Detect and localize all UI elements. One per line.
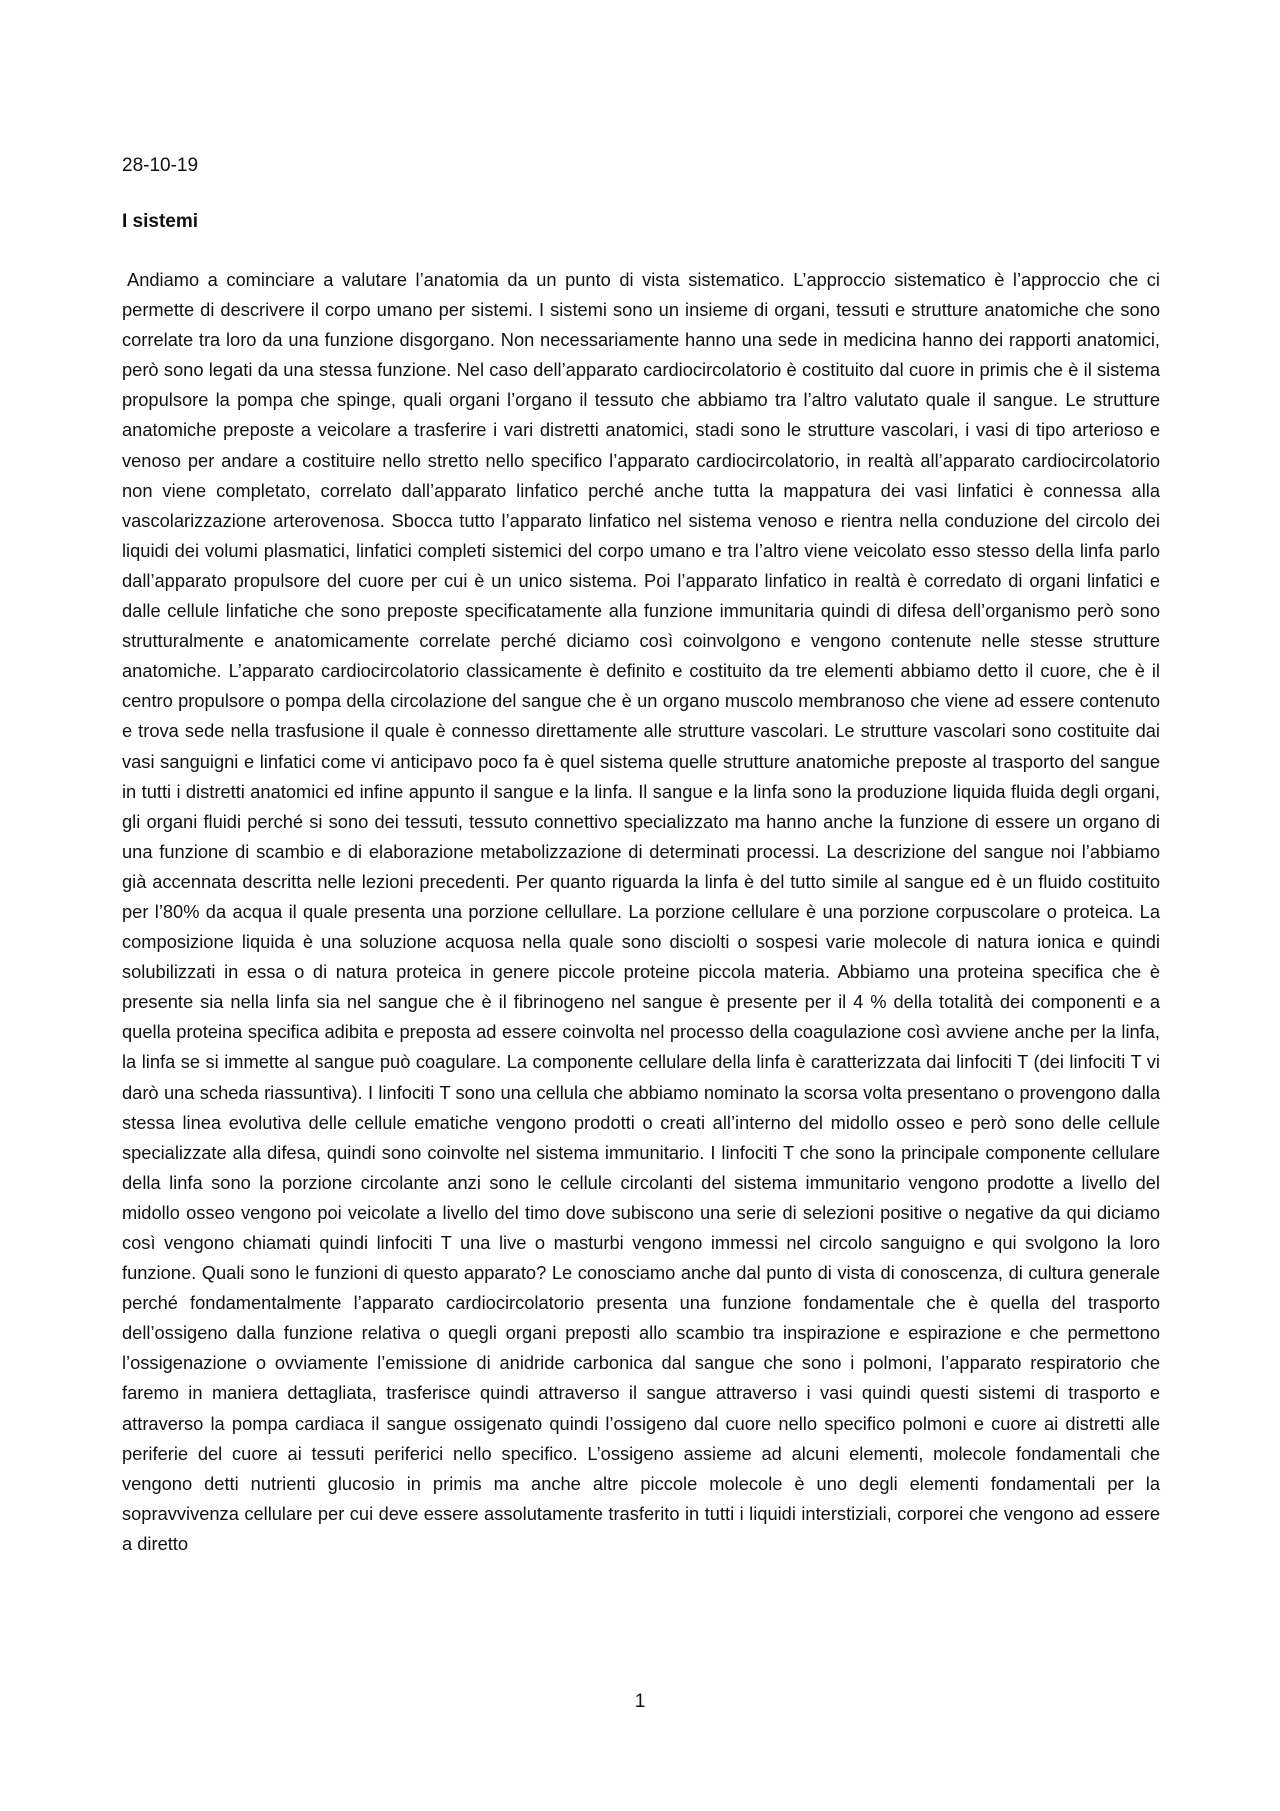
body-paragraph: Andiamo a cominciare a valutare l’anatomia da un punto di vista sistematico. L’approccio sistematico è l’approccio che ci permette di descrivere il corpo umano per sistemi. I sistemi sono un insieme di organi, tessuti e strutture anatomiche che sono correlate tra loro da una funzione disgorgano. Non necessariamente hanno una sede in medicina hanno dei rapporti anatomici, però sono legati da una stessa funzione. Nel caso dell’apparato cardiocircolatorio è costituito dal cuore in primis che è il sistema propulsore la pompa che spinge, quali organi l’organo il tessuto che abbiamo tra l’altro valutato quale il sangue. Le strutture anatomiche preposte a veicolare a trasferire i vari distretti anatomici, stadi sono le strutture vascolari, i vasi di tipo arterioso e venoso per andare a costituire nello stretto nello specifico l’apparato cardiocircolatorio, in realtà all’apparato cardiocircolatorio non viene completato, correlato dall’apparato linfatico perché anche tutta la mappatura dei vasi linfatici è connessa alla vascolarizzazione arterovenosa. Sbocca tutto l’apparato linfatico nel sistema venoso e rientra nella conduzione del circolo dei liquidi dei volumi plasmatici, linfatici completi sistemici del corpo umano e tra l’altro viene veicolato esso stesso della linfa parlo dall’apparato propulsore del cuore per cui è un unico sistema. Poi l’apparato linfatico in realtà è corredato di organi linfatici e dalle cellule linfatiche che sono preposte specificatamente alla funzione immunitaria quindi di difesa dell’organismo però sono strutturalmente e anatomicamente correlate perché diciamo così coinvolgono e vengono contenute nelle stesse strutture anatomiche. L’apparato cardiocircolatorio classicamente è definito e costituito da tre elementi abbiamo detto il cuore, che è il centro propulsore o pompa della circolazione del sangue che è un organo muscolo membranoso che viene ad essere contenuto e trova sede nella trasfusione il quale è connesso direttamente alle strutture vascolari. Le strutture vascolari sono costituite dai vasi sanguigni e linfatici come vi anticipavo poco fa è quel sistema quelle strutture anatomiche preposte al trasporto del sangue in tutti i distretti anatomici ed infine appunto il sangue e la linfa. Il sangue e la linfa sono la produzione liquida fluida degli organi, gli organi fluidi perché si sono dei tessuti, tessuto connettivo specializzato ma hanno anche la funzione di essere un organo di una funzione di scambio e di elaborazione metabolizzazione di determinati processi. La descrizione del sangue noi l’abbiamo già accennata descritta nelle lezioni precedenti. Per quanto riguarda la linfa è del tutto simile al sangue ed è un fluido costituito per l’80% da acqua il quale presenta una porzione cellullare. La porzione cellulare è una porzione corpuscolare o proteica. La composizione liquida è una soluzione acquosa nella quale sono disciolti o sospesi varie molecole di natura ionica e quindi solubilizzati in essa o di natura proteica in genere piccole proteine piccola materia. Abbiamo una proteina specifica che è presente sia nella linfa sia nel sangue che è il fibrinogeno nel sangue è presente per il 4 % della totalità dei componenti e a quella proteina specifica adibita e preposta ad essere coinvolta nel processo della coagulazione così avviene anche per la linfa, la linfa se si immette al sangue può coagulare. La componente cellulare della linfa è caratterizzata dai linfociti T (dei linfociti T vi darò una scheda riassuntiva). I linfociti T sono una cellula che abbiamo nominato la scorsa volta presentano o provengono dalla stessa linea evolutiva delle cellule ematiche vengono prodotti o creati all’interno del midollo osseo e però sono delle cellule specializzate alla difesa, quindi sono coinvolte nel sistema immunitario. I linfociti T che sono la principale componente cellulare della linfa sono la porzione circolante anzi sono le cellule circolanti del sistema immunitario vengono prodotte a livello del midollo osseo vengono poi veicolate a livello del timo dove subiscono una serie di selezioni positive o negative da qui diciamo così vengono chiamati quindi linfociti T una live o masturbi vengono immessi nel circolo sanguigno e qui svolgono la loro funzione. Quali sono le funzioni di questo apparato? Le conosciamo anche dal punto di vista di conoscenza, di cultura generale perché fondamentalmente l’apparato cardiocircolatorio presenta una funzione fondamentale che è quella del trasporto dell’ossigeno dalla funzione relativa o quegli organi preposti allo scambio tra inspirazione e espirazione e che permettono l’ossigenazione o ovviamente l’emissione di anidride carbonica dal sangue che sono i polmoni, l’apparato respiratorio che faremo in maniera dettagliata, trasferisce quindi attraverso il sangue attraverso i vasi quindi questi sistemi di trasporto e attraverso la pompa cardiaca il sangue ossigenato quindi l’ossigeno dal cuore nello specifico polmoni e cuore ai distretti alle periferie del cuore ai tessuti periferici nello specifico. L’ossigeno assieme ad alcuni elementi, molecole fondamentali che vengono detti nutrienti glucosio in primis ma anche altre piccole molecole è uno degli elementi fondamentali per la sopravvivenza cellulare per cui deve essere assolutamente trasferito in tutti i liquidi interstiziali, corporei che vengono ad essere a diretto <box>122 269 1160 1554</box>
page-number: 1 <box>634 1691 646 1712</box>
document-date: 28-10-19 <box>122 155 199 176</box>
section-title: I sistemi <box>122 211 199 232</box>
